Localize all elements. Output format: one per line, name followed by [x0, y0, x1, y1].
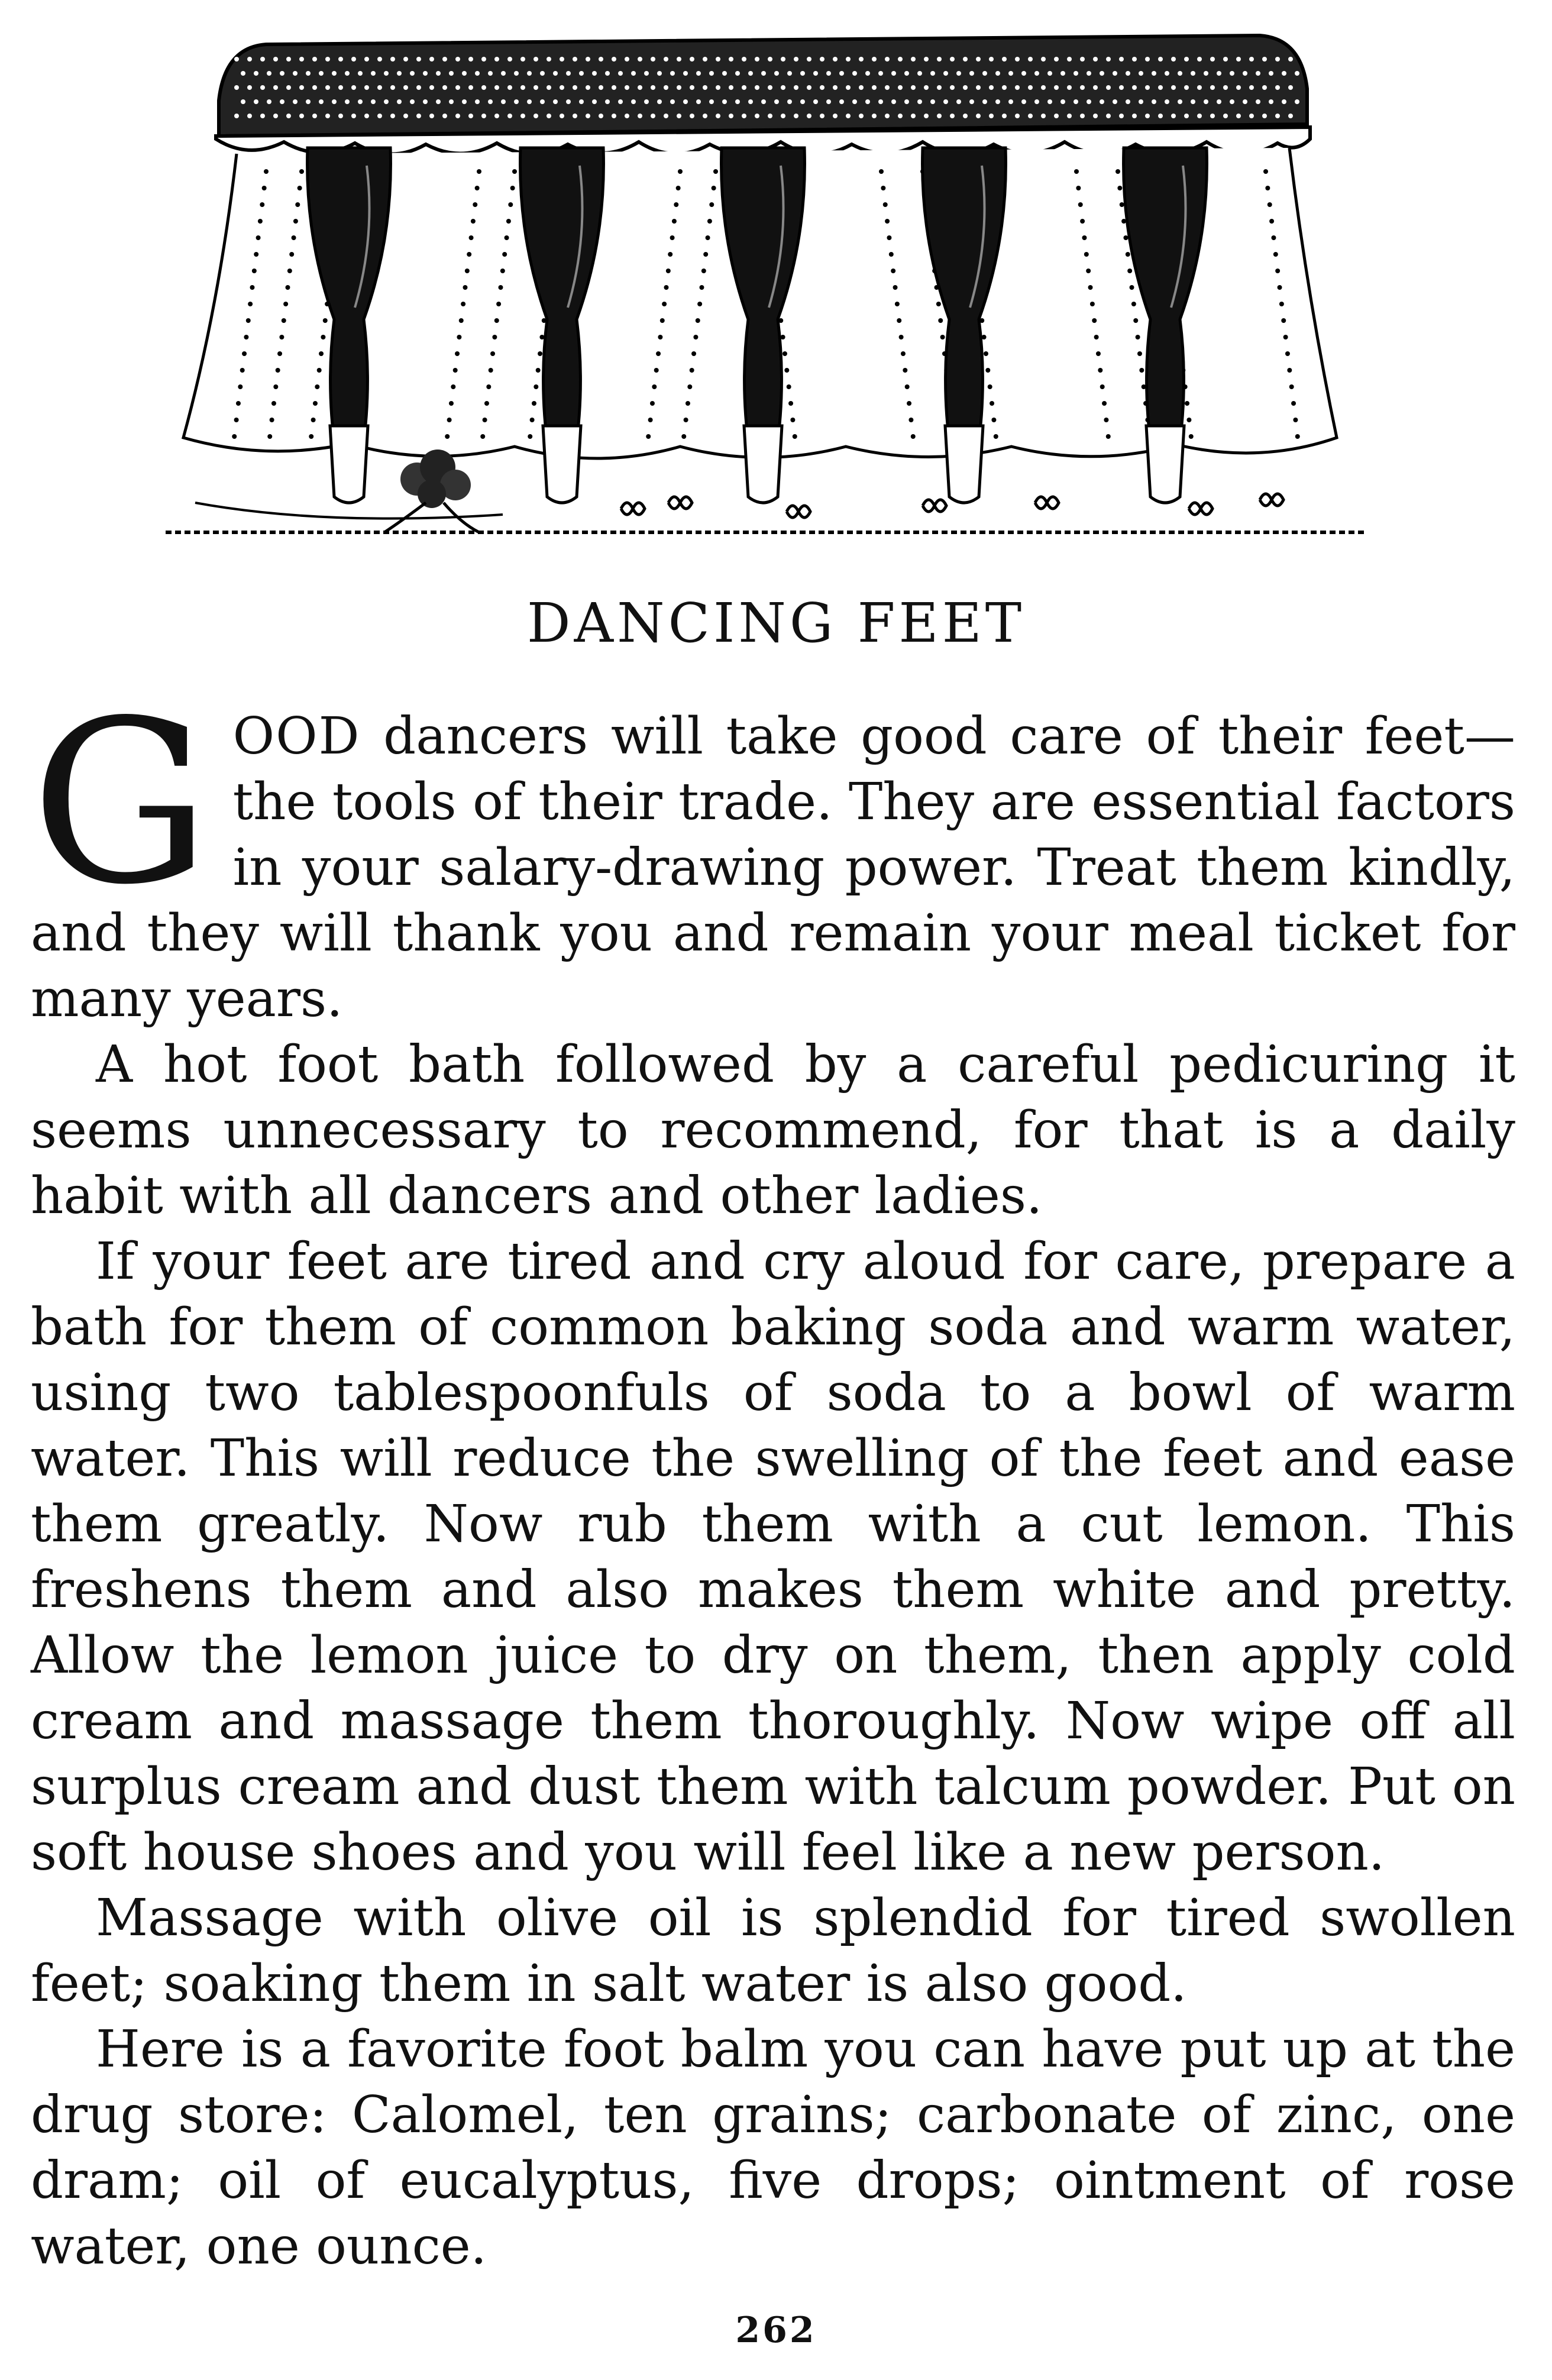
chorus-line-legs-illustration — [148, 12, 1384, 565]
illustration-drawing — [148, 12, 1384, 565]
paragraph-1 — [31, 672, 1515, 1032]
page-number: 262 — [735, 2310, 817, 2351]
opening-small-caps: OOD — [232, 707, 361, 766]
paragraph-1-text: dancers will take good care of their feet—the tools of their trade. They are essential factors in your salary-drawing power. Treat them kindly, and they will thank you and remain your meal ticket for many years. — [31, 707, 1515, 1029]
page-title: DANCING FEET — [526, 591, 1026, 655]
article-body — [31, 672, 1515, 2279]
paragraph-4: Massage with olive oil is splendid for tired swollen feet; soaking them in salt water is also good. — [31, 1889, 1515, 2013]
paragraph-3: If your feet are tired and cry aloud for care, prepare a bath for them of common baking soda and warm water, using two tablespoonfuls of soda to a bowl of warm water. This will reduce the swelling of the feet and ease them greatly. Now rub them with a cut lemon. This freshens them and also makes them white and pretty. Allow the lemon juice to dry on them, then apply cold cream and massage them thoroughly. Now wipe off all surplus cream and dust them with talcum powder. Put on soft house shoes and you will feel like a new person. — [31, 1232, 1515, 1882]
drop-cap-letter: G — [31, 672, 211, 934]
paragraph-2: A hot foot bath followed by a careful pedicuring it seems unnecessary to recommend, for that is a daily habit with all dancers and other ladies. — [31, 1035, 1515, 1225]
paragraph-5: Here is a favorite foot balm you can have put up at the drug store: Calomel, ten grains; carbonate of zinc, one dram; oil of eucalyptus, five drops; ointment of rose water, one ounce. — [31, 2020, 1515, 2276]
